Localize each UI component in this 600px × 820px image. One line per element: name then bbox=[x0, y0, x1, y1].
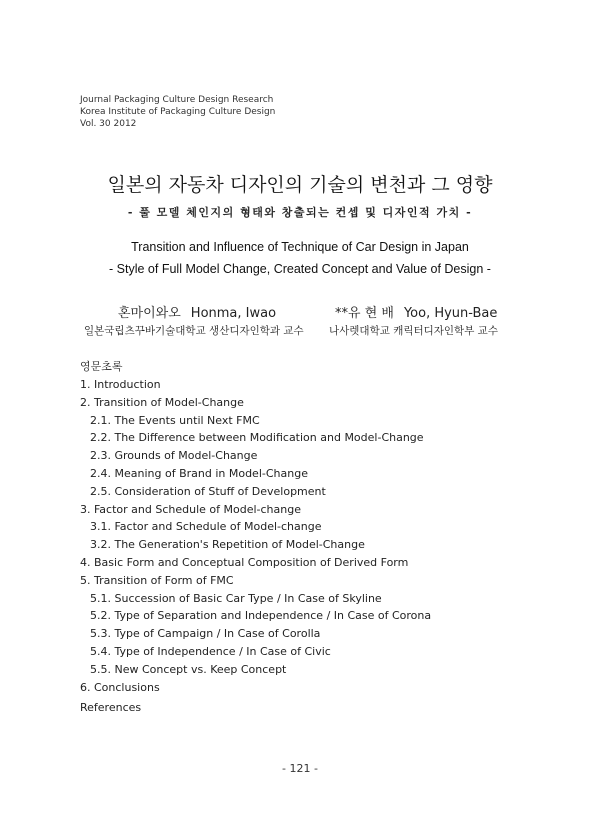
author-2-affiliation: 나사렛대학교 캐릭터디자인학부 교수 bbox=[329, 325, 498, 337]
toc-item: 5. Transition of Form of FMC bbox=[80, 573, 234, 587]
author-1-affiliation: 일본국립츠꾸바기술대학교 생산디자인학과 교수 bbox=[84, 325, 304, 337]
toc-item: 4. Basic Form and Conceptual Composition of Derived Form bbox=[80, 555, 409, 569]
journal-publisher: Korea Institute of Packaging Culture Design bbox=[80, 107, 276, 117]
subtitle-english: - Style of Full Model Change, Created Concept and Value of Design - bbox=[109, 262, 491, 276]
journal-name: Journal Packaging Culture Design Research bbox=[80, 95, 274, 105]
journal-volume: Vol. 30 2012 bbox=[80, 119, 137, 129]
title-korean: 일본의 자동차 디자인의 기술의 변천과 그 영향 bbox=[107, 174, 493, 196]
author-1-name-en: Honma, Iwao bbox=[190, 306, 277, 321]
toc-item: 6. Conclusions bbox=[80, 680, 160, 694]
title-english: Transition and Influence of Technique of Car Design in Japan bbox=[131, 240, 469, 254]
toc-item: 3.1. Factor and Schedule of Model-change bbox=[90, 520, 322, 534]
subtitle-korean: - 풀 모델 체인지의 형태와 창출되는 컨셉 및 디자인적 가치 - bbox=[127, 206, 473, 219]
toc-item: 5.3. Type of Campaign / In Case of Corolla bbox=[90, 627, 321, 641]
author-2-name-en: Yoo, Hyun-Bae bbox=[403, 306, 498, 321]
toc-item: 2.4. Meaning of Brand in Model-Change bbox=[90, 466, 308, 480]
toc-item: 2.3. Grounds of Model-Change bbox=[90, 449, 258, 463]
journal-header bbox=[80, 94, 275, 130]
table-of-contents bbox=[80, 376, 431, 696]
toc-item: 3. Factor and Schedule of Model-change bbox=[80, 502, 301, 516]
toc-item: 2. Transition of Model-Change bbox=[80, 395, 244, 409]
toc-item: 5.1. Succession of Basic Car Type / In Case of Skyline bbox=[90, 591, 382, 605]
toc-item: 2.5. Consideration of Stuff of Development bbox=[90, 484, 326, 498]
toc-item: 3.2. The Generation's Repetition of Model-Change bbox=[90, 538, 365, 552]
toc-item: 1. Introduction bbox=[80, 378, 161, 391]
author-2-name-ko: **유 현 배 bbox=[335, 306, 394, 321]
author-1-name-ko: 혼마이와오 bbox=[118, 306, 181, 321]
abstract-label: 영문초록 bbox=[80, 360, 123, 373]
toc-item: 5.4. Type of Independence / In Case of Civic bbox=[90, 644, 331, 658]
toc-item: 2.1. The Events until Next FMC bbox=[90, 413, 260, 427]
toc-item: 5.2. Type of Separation and Independence / In Case of Corona bbox=[90, 609, 432, 623]
page-number: - 121 - bbox=[282, 762, 318, 775]
toc-item: 5.5. New Concept vs. Keep Concept bbox=[90, 662, 287, 676]
author-2 bbox=[335, 302, 497, 321]
toc-item: 2.2. The Difference between Modification and Model-Change bbox=[90, 431, 424, 445]
author-1 bbox=[118, 302, 276, 321]
references-label: References bbox=[80, 701, 142, 714]
